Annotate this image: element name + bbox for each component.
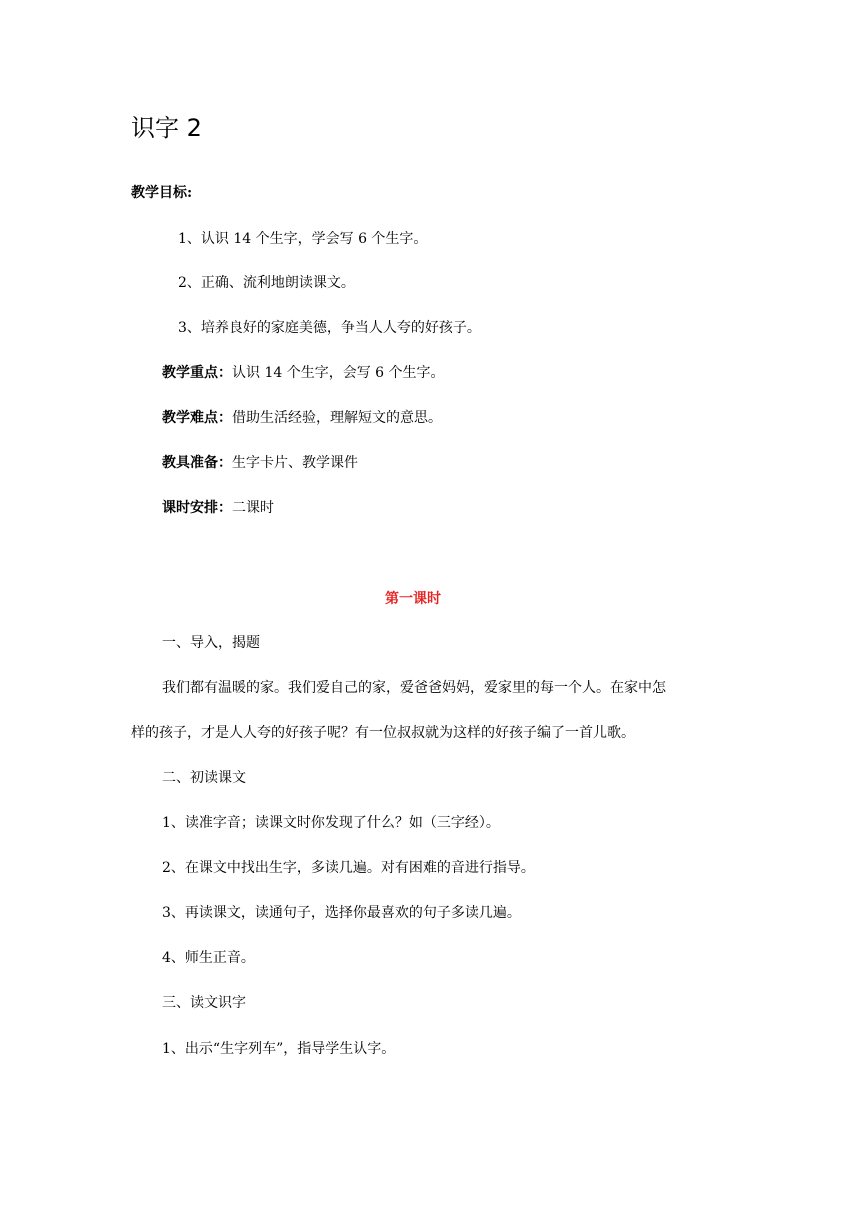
key-points-label: 教学重点：: [162, 365, 232, 381]
paragraph-line: 我们都有温暖的家。我们爱自己的家，爱爸爸妈妈，爱家里的每一个人。在家中怎: [162, 680, 666, 696]
difficulties-text: 借助生活经验，理解短文的意思。: [232, 410, 442, 426]
list-item: 1、出示“生字列车”，指导学生认字。: [162, 1041, 396, 1057]
materials-row: [162, 453, 358, 473]
objective-item: 2、正确、流利地朗读课文。: [178, 275, 355, 291]
key-points-row: [162, 363, 445, 383]
section-heading: 二、初读课文: [162, 770, 246, 786]
objective-item: 1、认识 14 个生字，学会写 6 个生字。: [178, 231, 428, 247]
list-item: 2、在课文中找出生字，多读几遍。对有困难的音进行指导。: [162, 860, 535, 876]
objectives-heading: 教学目标:: [131, 185, 193, 201]
difficulties-label: 教学难点：: [162, 410, 232, 426]
schedule-label: 课时安排：: [162, 500, 232, 516]
lesson-heading: 第一课时: [385, 591, 441, 607]
materials-text: 生字卡片、教学课件: [232, 455, 358, 471]
list-item: 4、师生正音。: [162, 950, 255, 966]
list-item: 1、读准字音；读课文时你发现了什么？如（三字经）。: [162, 815, 500, 831]
schedule-row: [162, 498, 274, 518]
paragraph-line: 样的孩子，才是人人夸的好孩子呢？有一位叔叔就为这样的好孩子编了一首儿歌。: [131, 725, 635, 741]
difficulties-row: [162, 408, 442, 428]
key-points-text: 认识 14 个生字，会写 6 个生字。: [232, 365, 445, 381]
objective-item: 3、培养良好的家庭美德，争当人人夸的好孩子。: [178, 320, 481, 336]
section-heading: 一、导入，揭题: [162, 635, 260, 651]
schedule-text: 二课时: [232, 500, 274, 516]
list-item: 3、再读课文，读通句子，选择你最喜欢的句子多读几遍。: [162, 905, 521, 921]
materials-label: 教具准备：: [162, 455, 232, 471]
document-title: 识字 2: [131, 114, 202, 142]
section-heading: 三、读文识字: [162, 995, 246, 1011]
